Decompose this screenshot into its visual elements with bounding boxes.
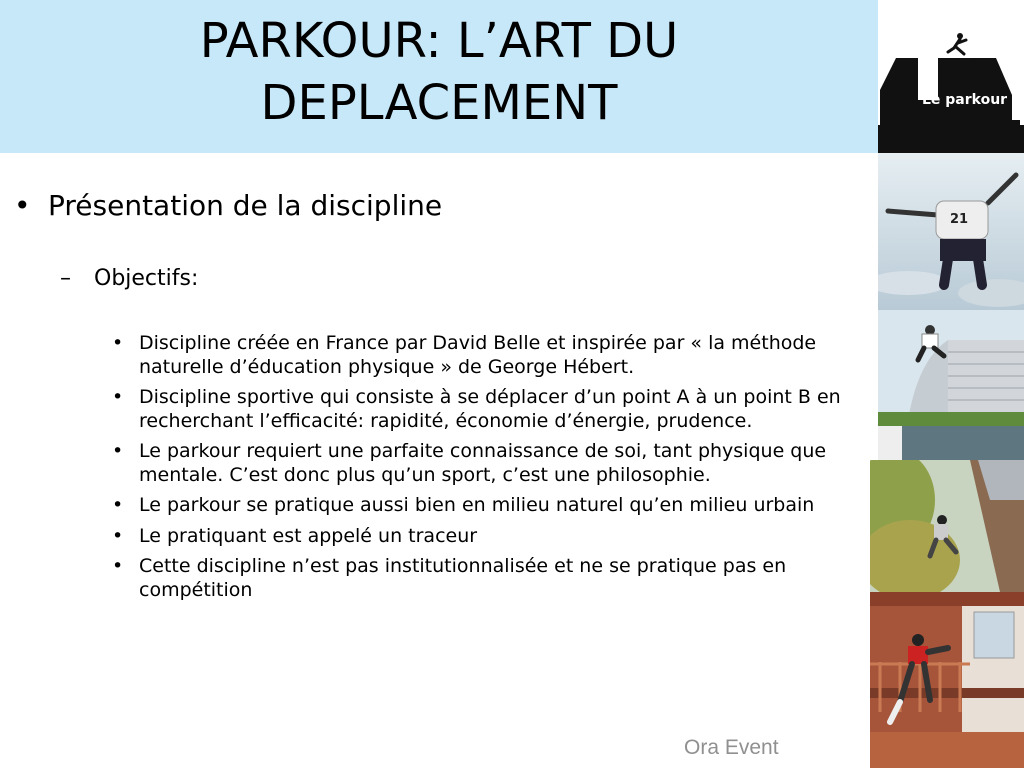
bullet-dash: –: [60, 266, 71, 291]
bullet-dot: •: [112, 386, 124, 408]
bullet-dot: •: [112, 555, 124, 577]
bullet-objectifs: Objectifs:: [94, 266, 199, 291]
parkour-balcony-image: [870, 592, 1024, 768]
objectives-list: [112, 332, 882, 609]
list-item: [112, 386, 882, 433]
bullet-dot: •: [14, 189, 31, 222]
parkour-trees-image: [870, 460, 1024, 592]
point-text: Le parkour requiert une parfaite connaissance de soi, tant physique que mentale. C’est donc plus qu’un sport, c’est une philosophie.: [139, 440, 827, 486]
parkour-jump-sky-image: [878, 153, 1024, 310]
point-text: Le pratiquant est appelé un traceur: [139, 524, 478, 547]
list-item: [112, 332, 882, 379]
footer-text: Ora Event: [684, 736, 779, 759]
svg-text:21: 21: [950, 212, 969, 227]
bullet-dot: •: [112, 494, 124, 516]
parkour-building-image: [878, 310, 1024, 460]
list-item: [112, 494, 882, 518]
slide-title-line1: PARKOUR: L’ART DU: [199, 13, 679, 69]
svg-text:Le parkour: Le parkour: [922, 92, 1008, 108]
photo-strip: [870, 0, 1024, 768]
point-text: Discipline créée en France par David Belle et inspirée par « la méthode naturelle d’éducation physique » de George Hébert.: [139, 332, 817, 378]
bullet-dot: •: [112, 524, 124, 547]
point-text: Discipline sportive qui consiste à se déplacer d’un point A à un point B en recherchant l’efficacité: rapidité, économie d’énergie, prudence.: [139, 386, 841, 432]
point-text: Cette discipline n’est pas institutionnalisée et ne se pratique pas en compétition: [139, 555, 787, 601]
list-item: [112, 525, 882, 549]
slide-title: [0, 10, 878, 134]
bullet-presentation: Présentation de la discipline: [48, 189, 443, 222]
list-item: [112, 440, 882, 487]
bullet-dot: •: [112, 332, 124, 354]
parkour-logo-image: [878, 0, 1024, 153]
bullet-dot: •: [112, 440, 124, 462]
slide-title-line2: DEPLACEMENT: [260, 75, 618, 131]
list-item: [112, 555, 882, 602]
point-text: Le parkour se pratique aussi bien en milieu naturel qu’en milieu urbain: [139, 494, 815, 516]
